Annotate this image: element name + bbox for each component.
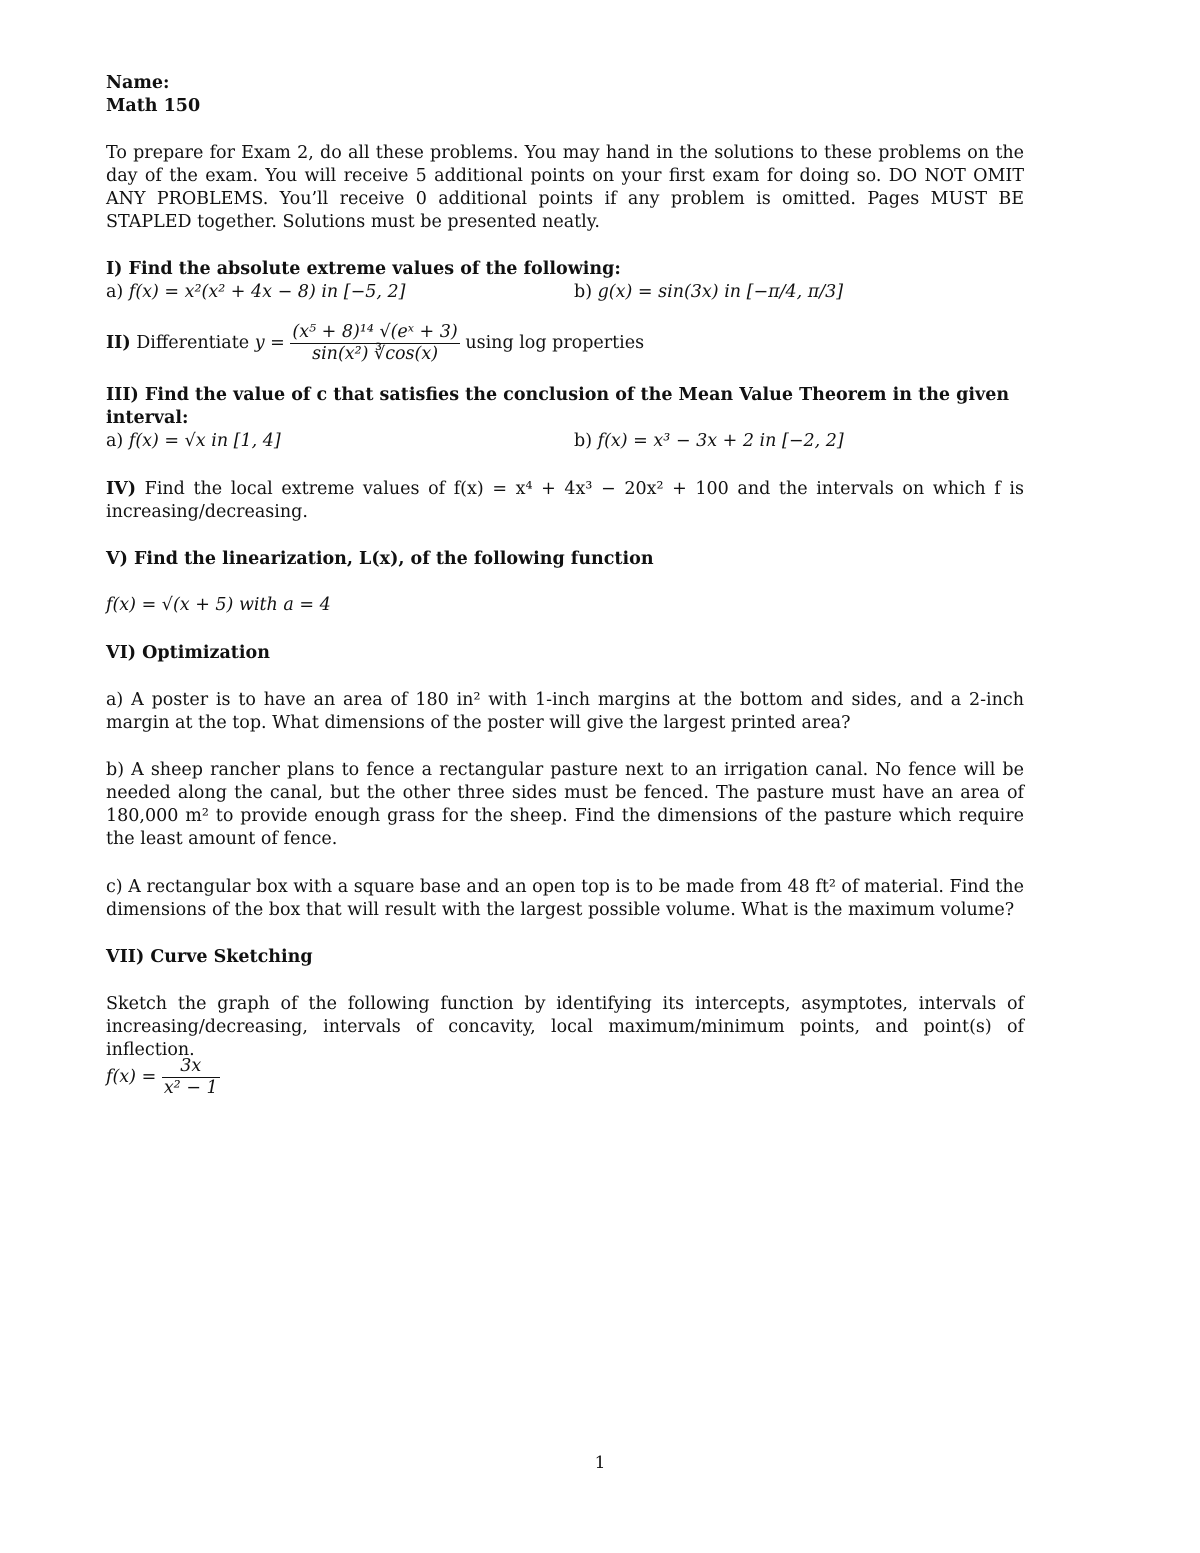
- problem-6c: c) A rectangular box with a square base and an open top is to be made from 48 ft² of material. Find the dimensions of the box that will result with the largest possible volume. What is the maximum volume?: [106, 877, 1024, 920]
- problem-5-heading: V) Find the linearization, L(x), of the following function: [106, 549, 654, 569]
- problem-3b-label: b): [574, 431, 593, 451]
- problem-2-fraction: [290, 322, 459, 365]
- instructions-paragraph: To prepare for Exam 2, do all these problems. You may hand in the solutions to these problems on the day of the exam. You will receive 5 additional points on your first exam for doing so. DO NOT OMIT ANY PROBLEMS. You’ll receive 0 additional points if any problem is omitted. Pages MUST BE STAPLED together. Solutions must be presented neatly.: [106, 143, 1024, 232]
- problem-2: [106, 322, 1024, 365]
- problem-3a-expression: f(x) = √x in [1, 4]: [128, 431, 281, 451]
- problem-7-function: [106, 1056, 1024, 1099]
- problem-1a-label: a): [106, 282, 124, 302]
- problem-6-heading: VI) Optimization: [106, 643, 270, 663]
- problem-1-parts: [106, 281, 1024, 304]
- problem-2-lhs: y =: [254, 333, 285, 353]
- problem-7-lhs: f(x) =: [106, 1067, 157, 1087]
- problem-7-heading: VII) Curve Sketching: [106, 947, 313, 967]
- page-number: 1: [594, 1453, 606, 1473]
- problem-4-text: Find the local extreme values of f(x) = x⁴ + 4x³ − 20x² + 100 and the intervals on which f is increasing/decreasing.: [106, 479, 1024, 522]
- name-label: Name:: [106, 73, 170, 93]
- problem-2-numerator: (x⁵ + 8)¹⁴ √(eˣ + 3): [292, 322, 458, 342]
- problem-2-suffix: using log properties: [465, 333, 645, 353]
- problem-2-label: II): [106, 333, 131, 353]
- problem-3a-label: a): [106, 431, 124, 451]
- problem-1-heading: I) Find the absolute extreme values of the following:: [106, 259, 621, 279]
- problem-7-fraction: [162, 1056, 220, 1099]
- course-title: Math 150: [106, 96, 201, 116]
- problem-7-numerator: 3x: [162, 1056, 220, 1078]
- problem-4: [106, 478, 1024, 524]
- problem-6b: b) A sheep rancher plans to fence a rectangular pasture next to an irrigation canal. No fence will be needed along the canal, but the other three sides must be fenced. The pasture must have an area of 180,000 m² to provide enough grass for the sheep. Find the dimensions of the pasture which require the least amount of fence.: [106, 760, 1024, 849]
- problem-4-label: IV): [106, 479, 137, 499]
- problem-2-text: Differentiate: [136, 333, 250, 353]
- problem-3-parts: [106, 430, 1024, 453]
- problem-7-denominator: x² − 1: [163, 1078, 218, 1098]
- problem-7-text: Sketch the graph of the following function by identifying its intercepts, asymptotes, intervals of increasing/decreasing, intervals of concavity, local maximum/minimum points, and point(s) of inflection.: [106, 994, 1024, 1060]
- problem-1b-label: b): [574, 282, 593, 302]
- problem-1b-expression: g(x) = sin(3x) in [−π/4, π/3]: [597, 282, 844, 302]
- problem-1a-expression: f(x) = x²(x² + 4x − 8) in [−5, 2]: [128, 282, 406, 302]
- problem-2-denominator: sin(x²) ∛cos(x): [312, 344, 439, 364]
- problem-5-expression: f(x) = √(x + 5) with a = 4: [106, 595, 331, 615]
- problem-3b: [574, 430, 844, 453]
- problem-3b-expression: f(x) = x³ − 3x + 2 in [−2, 2]: [597, 431, 844, 451]
- problem-6a: a) A poster is to have an area of 180 in² with 1-inch margins at the bottom and sides, and a 2-inch margin at the top. What dimensions of the poster will give the largest printed area?: [106, 690, 1024, 733]
- problem-3-heading: III) Find the value of c that satisfies the conclusion of the Mean Value Theorem in the given interval:: [106, 385, 1010, 428]
- problem-1b: [574, 281, 843, 304]
